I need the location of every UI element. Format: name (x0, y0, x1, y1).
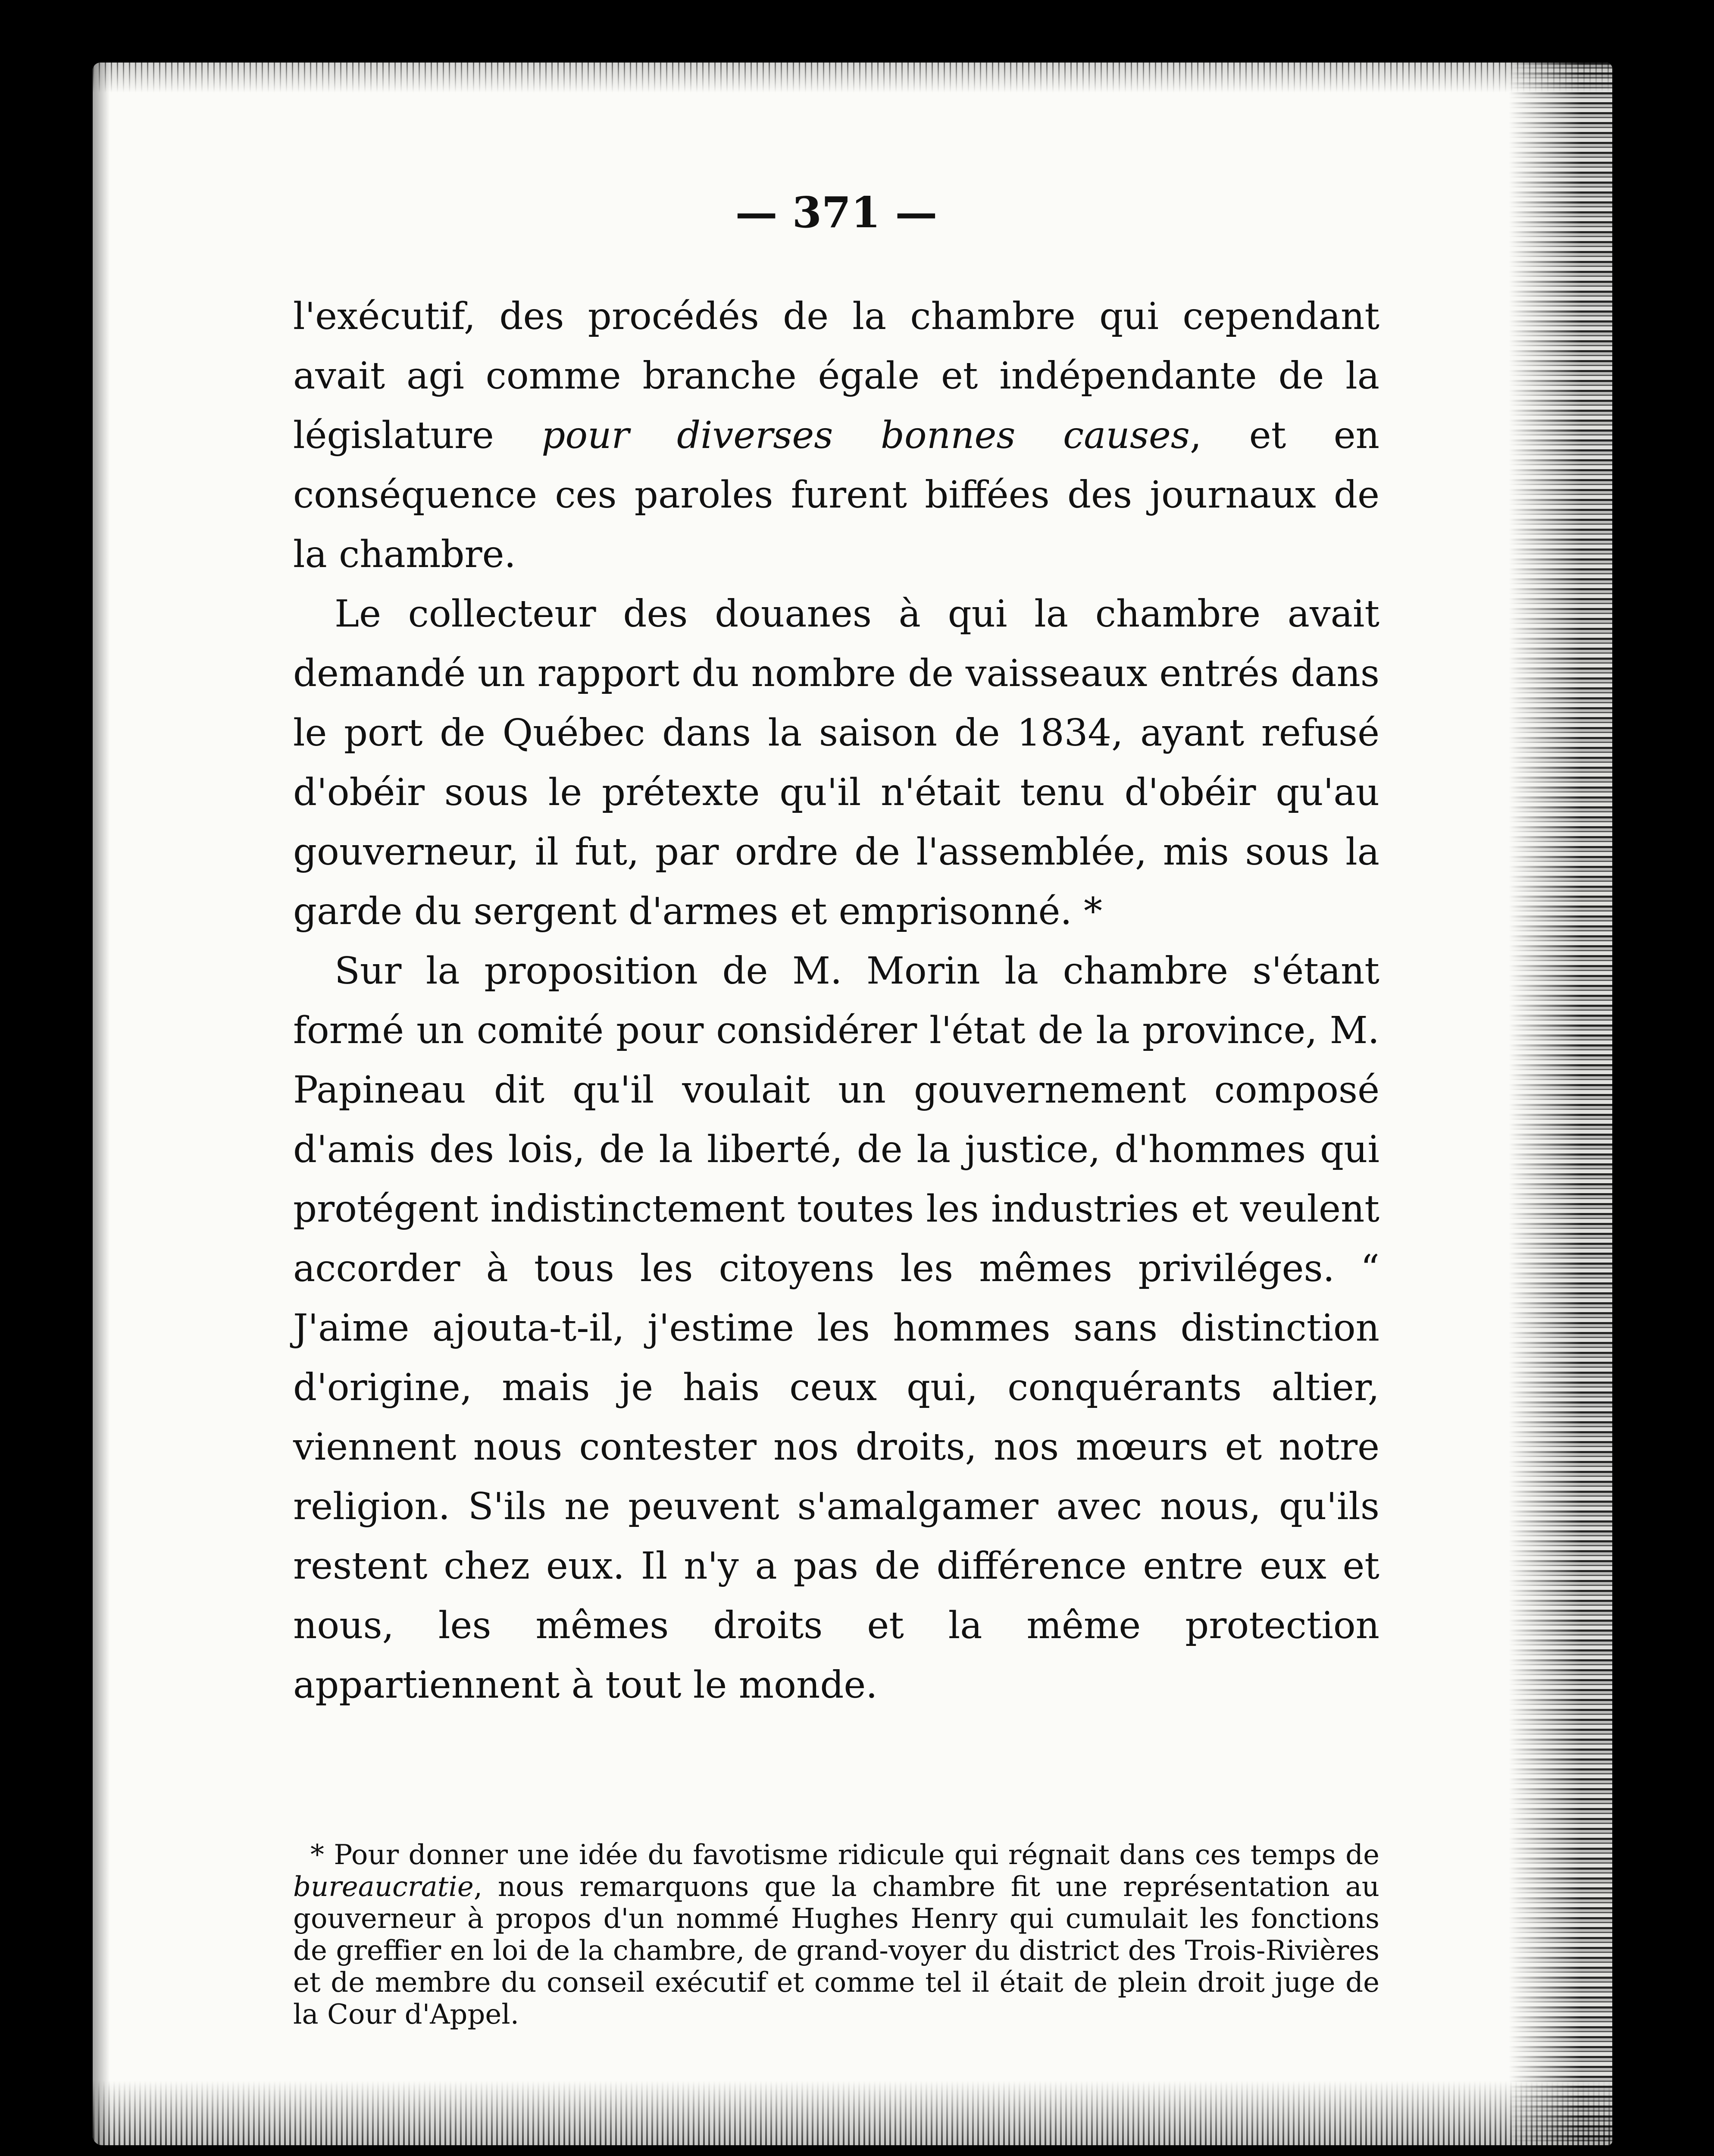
page-bottom-edge-shadow (93, 2081, 1612, 2145)
page-binding-edge (1509, 63, 1612, 2145)
footnote-italic-word: bureaucratie (293, 1871, 474, 1903)
book-page (93, 63, 1612, 2145)
paragraph-1 (293, 287, 1379, 584)
page-number: — 371 — (735, 188, 938, 238)
footnote-part-1: Pour donner une idée du favotisme ridicule qui régnait dans ces temps de (334, 1839, 1380, 1871)
page-left-edge-shadow (93, 63, 110, 2145)
footnote-part-3: , nous remarquons que la chambre fit une représentation au gouverneur à propos d'un nommé Hughes Henry qui cumulait les fonctions de greffier en loi de la chambre, de grand-voyer du district des Trois-Rivières et de membre du conseil exécutif et comme tel il était de plein droit juge de la Cour d'Appel. (293, 1871, 1379, 2031)
body-text (293, 287, 1379, 1715)
paragraph-3: Sur la proposition de M. Morin la chambre s'étant formé un comité pour considérer l'état de la province, M. Papineau dit qu'il voulait un gouvernement composé d'amis des lois, de la liberté, de la justice, d'hommes qui protégent indistinctement toutes les industries et veulent accorder à tous les citoyens les mêmes priviléges. “ J'aime ajouta-t-il, j'estime les hommes sans distinction d'origine, mais je hais ceux qui, conquérants altier, viennent nous contester nos droits, nos mœurs et notre religion. S'ils ne peuvent s'amalgamer avec nous, qu'ils restent chez eux. Il n'y a pas de différence entre eux et nous, les mêmes droits et la même protection appartiennent à tout le monde. (293, 950, 1379, 1707)
paragraph-1-part-1: l'exécutif, des procédés de la chambre qui cependant avait agi comme branche égale et indépendante de la législature (293, 295, 1379, 457)
footnote-marker: * (310, 1839, 324, 1871)
footnote (293, 1839, 1379, 2031)
paragraph-1-italic-phrase: pour diverses bonnes causes (541, 414, 1190, 457)
paragraph-2: Le collecteur des douanes à qui la chambre avait demandé un rapport du nombre de vaisseaux entrés dans le port de Québec dans la saison de 1834, ayant refusé d'obéir sous le prétexte qu'il n'était tenu d'obéir qu'au gouverneur, il fut, par ordre de l'assemblée, mis sous la garde du sergent d'armes et emprisonné. * (293, 592, 1379, 933)
paragraph-1-part-3: , et en conséquence ces paroles furent biffées des journaux de la chambre. (293, 414, 1380, 576)
page-top-edge-shadow (93, 63, 1612, 93)
